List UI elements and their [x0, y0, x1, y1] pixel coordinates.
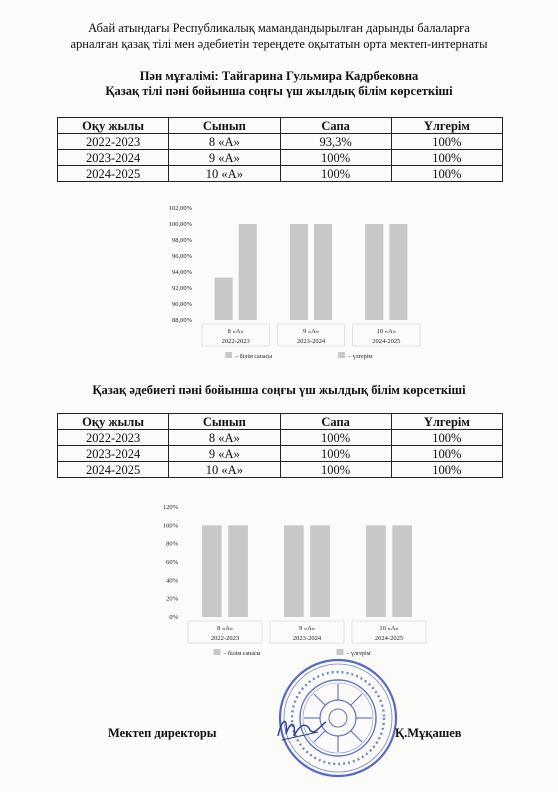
cell-quality: 93,3%	[280, 134, 391, 150]
cell-performance: 100%	[391, 462, 502, 478]
cell-quality: 100%	[280, 150, 391, 166]
table-row	[58, 134, 503, 150]
col-header-quality: Сапа	[280, 118, 391, 134]
cell-class: 9 «А»	[169, 446, 280, 462]
y-tick-label: 60%	[166, 559, 178, 566]
bar-performance	[228, 525, 248, 617]
cell-performance: 100%	[391, 446, 502, 462]
y-tick-label: 96,00%	[171, 253, 192, 260]
cell-class: 8 «А»	[169, 430, 280, 446]
y-tick-label: 120%	[162, 504, 178, 511]
x-category-label: 8 «А»	[216, 625, 234, 632]
bar-quality	[284, 525, 304, 617]
legend-label: – үлгерім	[346, 651, 371, 657]
table-row	[58, 430, 503, 446]
cell-class: 8 «А»	[169, 134, 280, 150]
teacher-name: Пән мұғалімі: Тайгарина Гульмира Кадрбековна	[139, 69, 419, 83]
y-tick-label: 88,00%	[171, 317, 192, 324]
legend-swatch	[214, 649, 221, 655]
y-tick-label: 100,00%	[168, 221, 192, 228]
y-tick-label: 90,00%	[171, 301, 192, 308]
cell-quality: 100%	[280, 166, 391, 182]
bar-quality	[202, 525, 222, 617]
director-signature	[272, 712, 332, 744]
y-tick-label: 0%	[169, 614, 178, 621]
col-header-class: Сынып	[169, 414, 280, 430]
school-name-line-1: Абай атындағы Республикалық мамандандырылған дарынды балаларға	[88, 21, 470, 35]
y-tick-label: 98,00%	[171, 237, 192, 244]
bar-quality	[215, 278, 233, 320]
legend-label: – білім сапасы	[223, 651, 261, 657]
y-tick-label: 100%	[162, 522, 178, 530]
legend-label: – білім сапасы	[235, 354, 273, 360]
y-tick-label: 80%	[166, 540, 178, 548]
cell-year: 2023-2024	[58, 446, 169, 462]
cell-year: 2022-2023	[58, 134, 169, 150]
cell-performance: 100%	[391, 430, 502, 446]
cell-year: 2023-2024	[58, 150, 169, 166]
col-header-year: Оқу жылы	[58, 414, 169, 430]
col-header-performance: Үлгерім	[391, 118, 502, 134]
legend-swatch	[338, 352, 345, 358]
legend-swatch	[337, 649, 344, 655]
y-tick-label: 94,00%	[171, 269, 192, 276]
literature-grades-table	[57, 413, 503, 478]
table-row	[58, 150, 503, 166]
cell-year: 2022-2023	[58, 430, 169, 446]
table-header-row	[58, 414, 503, 430]
literature-grades-chart	[150, 498, 435, 668]
cell-class: 9 «А»	[169, 150, 280, 166]
director-name: Қ.Мұқашев	[395, 726, 462, 740]
y-tick-label: 20%	[166, 595, 178, 603]
section-1-title: Қазақ тілі пәні бойынша соңғы үш жылдық білім көрсеткіші	[105, 84, 453, 98]
bar-quality	[366, 525, 386, 617]
language-grades-table	[57, 117, 503, 182]
y-tick-label: 102,00%	[168, 205, 192, 212]
table-row	[58, 166, 503, 182]
bar-performance	[314, 224, 332, 320]
section-2-title: Қазақ әдебиеті пәні бойынша соңғы үш жылдық білім көрсеткіші	[92, 383, 466, 397]
legend-label: – үлгерім	[348, 354, 373, 360]
cell-year: 2024-2025	[58, 462, 169, 478]
bar-performance	[392, 525, 412, 617]
director-label: Мектеп директоры	[108, 726, 217, 740]
cell-class: 10 «А»	[169, 462, 280, 478]
x-category-label: 9 «А»	[298, 625, 316, 632]
bar-quality	[290, 224, 308, 320]
x-subcategory-label: 2023-2024	[296, 338, 326, 345]
cell-quality: 100%	[280, 462, 391, 478]
x-category-label: 8 «А»	[227, 328, 244, 335]
cell-performance: 100%	[391, 166, 502, 182]
cell-performance: 100%	[391, 134, 502, 150]
language-grades-chart	[160, 198, 430, 370]
col-header-class: Сынып	[169, 118, 280, 134]
table-row	[58, 462, 503, 478]
bar-quality	[365, 224, 383, 320]
x-category-label: 10 «А»	[376, 328, 396, 335]
y-tick-label: 92,00%	[171, 285, 192, 292]
x-subcategory-label: 2024-2025	[372, 338, 401, 345]
legend-swatch	[225, 352, 232, 358]
x-subcategory-label: 2024-2025	[374, 635, 404, 642]
col-header-quality: Сапа	[280, 414, 391, 430]
x-subcategory-label: 2022-2023	[221, 338, 250, 345]
cell-year: 2024-2025	[58, 166, 169, 182]
col-header-performance: Үлгерім	[391, 414, 502, 430]
cell-performance: 100%	[391, 150, 502, 166]
bar-performance	[389, 224, 407, 320]
table-header-row	[58, 118, 503, 134]
x-category-label: 10 «А»	[379, 625, 399, 632]
y-tick-label: 40%	[166, 577, 178, 585]
x-subcategory-label: 2023-2024	[292, 635, 322, 642]
school-name-line-2: арналған қазақ тілі мен әдебиетін тереңдете оқытатын орта мектеп-интернаты	[70, 37, 488, 51]
cell-quality: 100%	[280, 446, 391, 462]
x-category-label: 9 «А»	[302, 328, 320, 335]
bar-performance	[310, 525, 330, 617]
bar-performance	[239, 224, 257, 320]
col-header-year: Оқу жылы	[58, 118, 169, 134]
cell-quality: 100%	[280, 430, 391, 446]
table-row	[58, 446, 503, 462]
x-subcategory-label: 2022-2023	[210, 635, 240, 642]
cell-class: 10 «А»	[169, 166, 280, 182]
